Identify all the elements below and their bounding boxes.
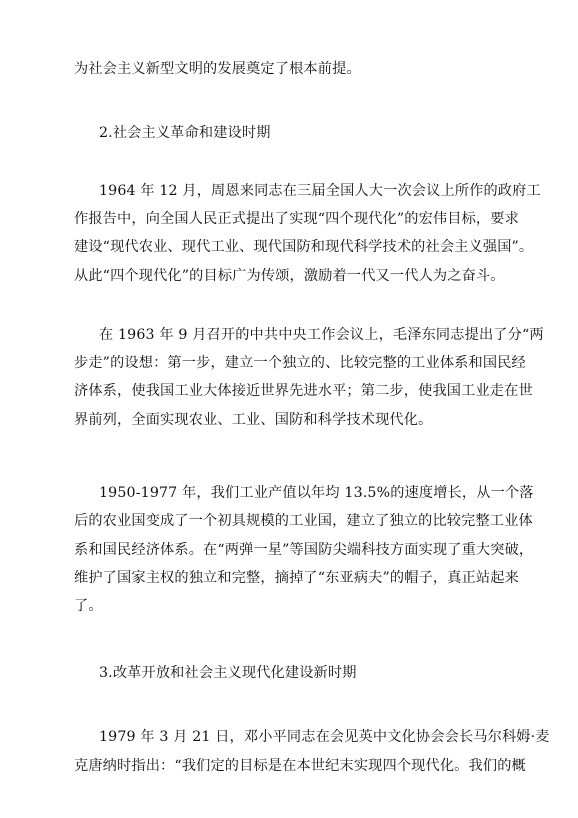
paragraph-line: 为社会主义新型文明的发展奠定了根本前提。 [74,61,361,77]
paragraph-line: 系和国民经济体系。在“两弹一星”等国防尖端科技方面实现了重大突破， [74,542,534,558]
paragraph-line: 1964 年 12 月，周恩来同志在三届全国人大一次会议上所作的政府工 [99,183,541,199]
paragraph-line: 作报告中，向全国人民正式提出了实现“四个现代化”的宏伟目标，要求 [74,211,519,227]
paragraph-line: 在 1963 年 9 月召开的中共中央工作会议上，毛泽东同志提出了分“两 [99,327,544,343]
section-heading-3: 3.改革开放和社会主义现代化建设新时期 [99,665,357,681]
paragraph-line: 从此“四个现代化”的目标广为传颂，激励着一代又一代人为之奋斗。 [74,268,505,284]
section-heading-2: 2.社会主义革命和建设时期 [99,125,271,141]
paragraph-line: 后的农业国变成了一个初具规模的工业国，建立了独立的比较完整工业体 [74,513,533,529]
paragraph-line: 1979 年 3 月 21 日，邓小平同志在会见英中文化协会会长马尔科姆·麦 [99,729,550,745]
paragraph-line: 济体系，使我国工业大体接近世界先进水平；第二步，使我国工业走在世 [74,383,533,399]
paragraph-line: 维护了国家主权的独立和完整，摘掉了“东亚病夫”的帽子，真正站起来 [74,570,519,586]
paragraph-line: 建设“现代农业、现代工业、现代国防和现代科学技术的社会主义强国”。 [74,239,534,255]
paragraph-line: 界前列，全面实现农业、工业、国防和科学技术现代化。 [74,412,433,428]
paragraph-line: 克唐纳时指出：“我们定的目标是在本世纪末实现四个现代化。我们的概 [74,758,526,774]
paragraph-line: 1950-1977 年，我们工业产值以年均 13.5%的速度增长，从一个落 [99,485,534,501]
paragraph-line: 步走”的设想：第一步，建立一个独立的、比较完整的工业体系和国民经 [74,355,526,371]
paragraph-line: 了。 [74,598,103,614]
